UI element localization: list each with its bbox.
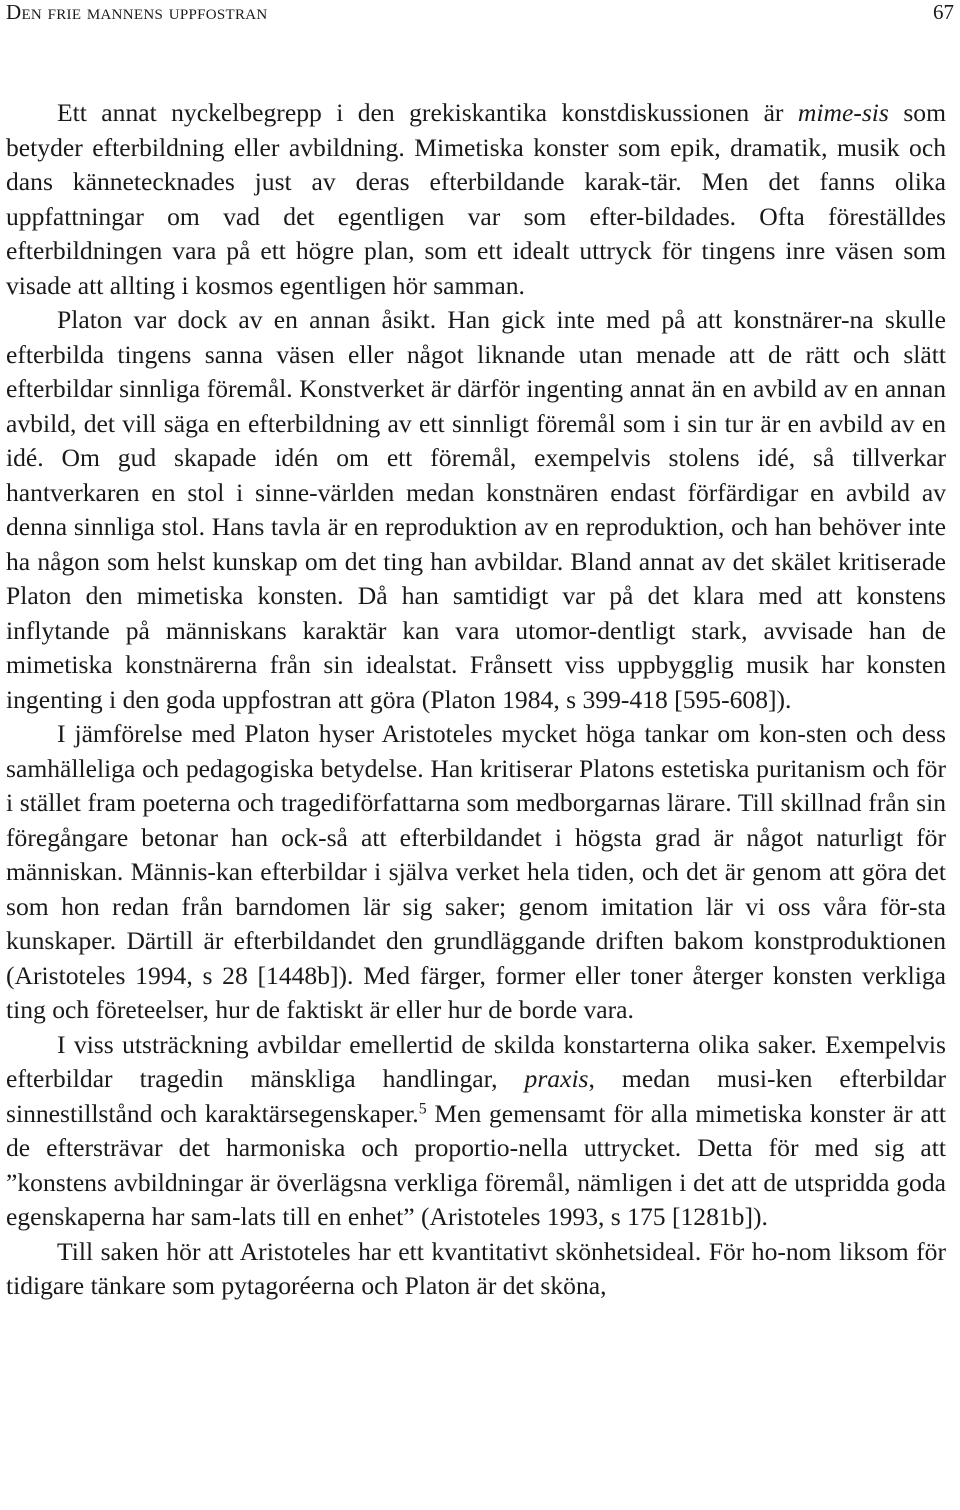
paragraph: [6, 1028, 946, 1235]
paragraph: [6, 1235, 946, 1304]
body-text: [6, 96, 946, 1304]
page-number: 67: [933, 0, 954, 24]
text-segment: som betyder efterbildning eller avbildning. Mimetiska konster som epik, dramatik, musik och dans kännetecknades just av deras efterbildande karak-tär. Men det fanns olika uppfattningar om vad det egentligen var som efter-bildades. Ofta föreställdes efterbildningen vara på ett högre plan, som ett idealt uttryck för tingens inre väsen som visade att allting i kosmos egentligen hör samman.: [6, 98, 946, 300]
footnote-marker: 5: [418, 1099, 427, 1117]
paragraph: [6, 717, 946, 1028]
paragraph: [6, 303, 946, 717]
text-segment: I jämförelse med Platon hyser Aristoteles mycket höga tankar om kon-sten och dess samhälleliga och pedagogiska betydelse. Han kritiserar Platons estetiska puritanism och för i stället fram poeterna och tragediförfattarna som medborgarnas lärare. Till skillnad från sin föregångare betonar han ock-så att efterbildandet i högsta grad är något naturligt för människan. Männis-kan efterbildar i själva verket hela tiden, och det är genom att göra det som hon redan från barndomen lär sig saker; genom imitation lär vi oss våra för-sta kunskaper. Därtill är efterbildandet den grundläggande driften bakom konstproduktionen (Aristoteles 1994, s 28 [1448b]). Med färger, former eller toner återger konsten verkliga ting och företeelser, hur de faktiskt är eller hur de borde vara.: [6, 719, 946, 1024]
running-title: Den frie mannens uppfostran: [6, 0, 268, 24]
paragraph: [6, 96, 946, 303]
running-head: [6, 0, 954, 34]
italic-term: mime-sis: [797, 98, 889, 127]
text-segment: Till saken hör att Aristoteles har ett kvantitativt skönhetsideal. För ho-nom liksom för tidigare tänkare som pytagoréerna och Platon är det sköna,: [6, 1236, 946, 1300]
text-segment: Ett annat nyckelbegrepp i den grekiskantika konstdiskussionen är: [57, 98, 798, 127]
text-segment: Platon var dock av en annan åsikt. Han gick inte med på att konstnärer-na skulle efterbilda tingens sanna väsen eller något liknande utan menade att de rätt och slätt efterbildar sinnliga föremål. Konstverket är därför ingenting annat än en avbild av en annan avbild, det vill säga en efterbildning av ett sinnligt föremål som i sin tur är en avbild av en idé. Om gud skapade idén om ett föremål, exempelvis stolens idé, så tillverkar hantverkaren en stol i sinne-världen medan konstnären endast förfärdigar en avbild av denna sinnliga stol. Hans tavla är en reproduktion av en reproduktion, och han behöver inte ha någon som helst kunskap om det ting han avbildar. Bland annat av det skälet kritiserade Platon den mimetiska konsten. Då han samtidigt var på det klara med att konstens inflytande på människans karaktär kan vara utomor-dentligt stark, avvisade han de mimetiska konstnärerna från sin idealstat. Frånsett viss uppbygglig musik har konsten ingenting i den goda uppfostran att göra (Platon 1984, s 399-418 [595-608]).: [6, 305, 946, 714]
italic-term: praxis: [524, 1064, 589, 1093]
text-segment: Men gemensamt för alla mimetiska konster är att de eftersträvar det harmoniska och proportio-nella uttrycket. Detta för med sig att ”konstens avbildningar är överlägsna verkliga föremål, nämligen i det att de utspridda goda egenskaperna har sam-lats till en enhet” (Aristoteles 1993, s 175 [1281b]).: [6, 1098, 946, 1231]
text-segment: , medan musi-ken efterbildar sinnestillstånd och karaktärsegenskaper.: [6, 1064, 947, 1128]
text-segment: I viss utsträckning avbildar emellertid de skilda konstarterna olika saker. Exempelvis efterbildar tragedin mänskliga handlingar,: [6, 1029, 946, 1093]
